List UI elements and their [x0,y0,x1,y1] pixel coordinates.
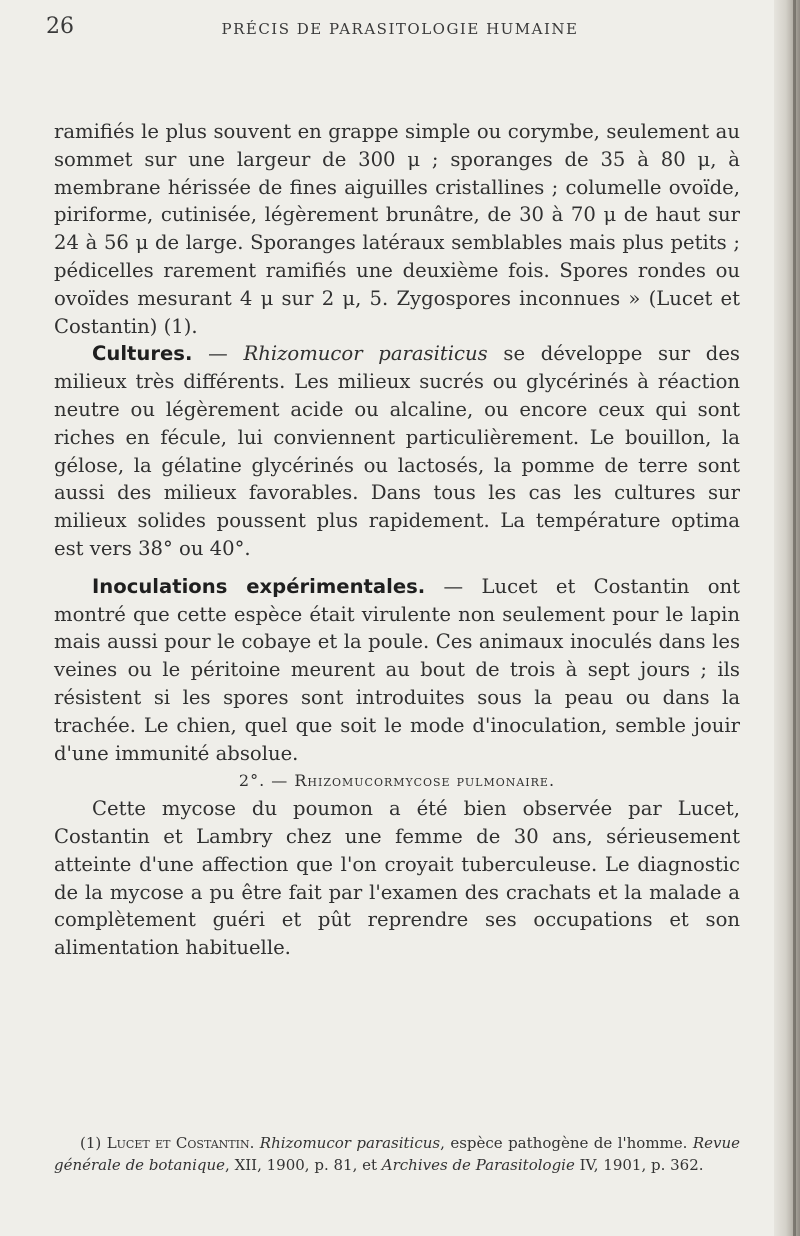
dash: — [192,342,244,366]
inoculations-text: — Lucet et Costantin ont montré que cette espèce était virulente non seulement pour le lapin mais aussi pour le cobaye et la poule. Ces animaux inoculés dans les veines ou le péritoine meurent au bout de trois à sept jours ; ils résistent si les spores sont introduites sous la peau ou dans la trachée. Le chien, quel que soit le mode d'inoculation, semble jouir d'une immunité absolue. [54,574,740,765]
paragraph-description: ramifiés le plus souvent en grappe simple ou corymbe, seulement au sommet sur une largeur de 300 μ ; sporanges de 35 à 80 μ, à membrane hérissée de fines aiguilles cristallines ; columelle ovoïde, piriforme, cutinisée, légèrement brunâtre, de 30 à 70 μ de haut sur 24 à 56 μ de large. Sporanges latéraux semblables mais plus petits ; pédicelles rarement ramifiés une deuxième fois. Spores rondes ou ovoïdes mesurant 4 μ sur 2 μ, 5. Zygospores inconnues » (Lucet et Costantin) (1). [54,120,740,338]
section-title: 2°. — Rhizomucormycose pulmonaire. [238,771,556,791]
page-number: 26 [46,14,74,39]
footnote [54,1132,740,1176]
running-title: PRÉCIS DE PARASITOLOGIE HUMAINE [221,20,579,38]
body-text [54,118,740,962]
footnote-text: (1) Lucet et Costantin. Rhizomucor parasiticus, espèce pathogène de l'homme. Revue générale de botanique, XII, 1900, p. 81, et Archives de Parasitologie IV, 1901, p. 362. [54,1134,741,1174]
paragraph-cultures [54,340,740,562]
page-edge-shadow [774,0,800,1236]
heading-inoculations: Inoculations expérimentales. [92,574,426,598]
footnote-journal-2: Archives de Parasitologie [381,1156,575,1174]
paragraph-pulmonary: Cette mycose du poumon a été bien observée par Lucet, Costantin et Lambry chez une femme de 30 ans, sérieusement atteinte d'une affection que l'on croyait tuberculeuse. Le diagnostic de la mycose a pu être fait par l'examen des crachats et la malade a complètement guéri et pût reprendre ses occupations et son alimentation habituelle. [54,797,740,960]
heading-cultures: Cultures. [92,342,193,366]
cultures-text: se développe sur des milieux très différents. Les milieux sucrés ou glycérinés à réaction neutre ou légèrement acide ou alcaline, ou encore ceux qui sont riches en fécule, lui conviennent particulièrement. Le bouillon, la gélose, la gélatine glycérinés ou lactosés, la pomme de terre sont aussi des milieux favorables. Dans tous les cas les cultures sur milieux solides poussent plus rapidement. La température optima est vers 38° ou 40°. [54,342,740,560]
footnote-authors: Lucet et Costantin. [106,1134,255,1152]
paragraph-inoculations [54,573,740,768]
footnote-species: Rhizomucor parasiticus [254,1134,441,1152]
footnote-journal-1: Revue générale de botanique [54,1134,741,1174]
species-name: Rhizomucor parasiticus [243,342,488,366]
